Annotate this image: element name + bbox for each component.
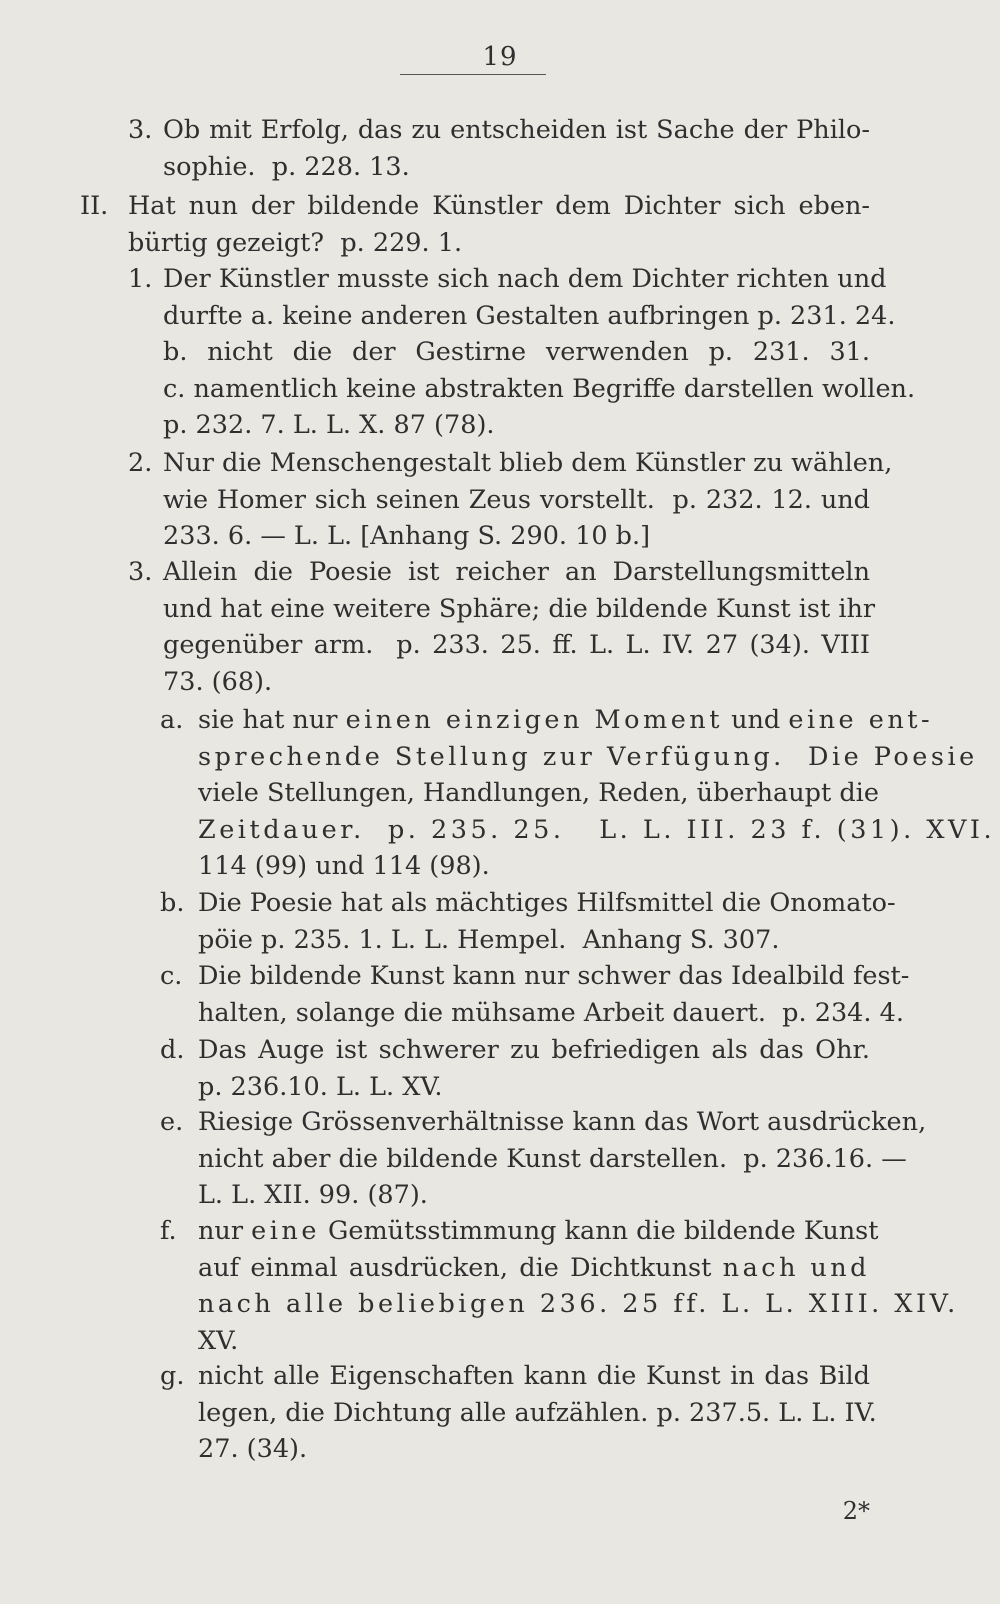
text-line	[198, 812, 996, 848]
text-line	[198, 1323, 870, 1359]
text-line	[198, 958, 910, 994]
text-line	[163, 298, 896, 334]
item-label: 3.	[128, 557, 153, 587]
text-segment: nur	[198, 1216, 252, 1246]
text-line	[198, 848, 870, 884]
item-label: a.	[160, 705, 184, 735]
text-line	[198, 1395, 877, 1431]
text-segment: und hat eine weitere Sphäre; die bildende Kunst ist ihr	[163, 593, 876, 624]
text-segment	[799, 1253, 810, 1283]
item-label: 3.	[128, 115, 153, 145]
text-line	[163, 334, 870, 370]
text-segment: legen, die Dichtung alle aufzählen. p. 237.5. L. L. IV.	[198, 1397, 877, 1428]
text-segment: 27. (34).	[198, 1434, 308, 1464]
text-segment: auf einmal ausdrücken, die Dichtkunst	[198, 1252, 723, 1283]
text-line	[163, 518, 870, 554]
item-label: b.	[160, 888, 185, 918]
text-line	[198, 1358, 870, 1394]
item-label: II.	[80, 191, 109, 221]
text-line	[198, 1104, 927, 1140]
text-line	[163, 407, 870, 443]
text-segment: 73. (68).	[163, 666, 273, 697]
text-segment: zur Verfügung. Die Poesie	[531, 741, 978, 772]
text-line	[198, 739, 978, 775]
text-segment: Die Poesie hat als mächtiges Hilfsmittel die Onomato-	[198, 888, 896, 918]
text-line	[163, 554, 870, 590]
text-segment: gegenüber arm. p. 233. 25. ff. L. L. IV. 27 (34). VIII	[163, 630, 870, 660]
text-segment: 233. 6. — L. L. [Anhang S. 290. 10 b.]	[163, 521, 651, 551]
text-line	[198, 1213, 879, 1249]
text-segment: Zeitdauer	[198, 814, 354, 845]
text-segment: Hat nun der bildende Künstler dem Dichter sich eben-	[128, 191, 870, 221]
text-segment: Der Künstler musste sich nach dem Dichter richten und	[163, 264, 887, 294]
item-label: c.	[160, 961, 183, 991]
text-line	[198, 1177, 870, 1213]
text-line	[198, 775, 879, 811]
item-label: 1.	[128, 264, 153, 294]
text-line	[163, 371, 916, 407]
text-segment: Nur die Menschengestalt blieb dem Künstler zu wählen,	[163, 448, 893, 478]
page-number: 19	[482, 42, 518, 72]
text-line	[163, 445, 893, 481]
text-segment: und	[810, 1252, 870, 1283]
text-segment: nach	[198, 1289, 275, 1319]
text-segment: einen einzigen Moment	[345, 705, 723, 735]
text-line	[198, 995, 904, 1031]
text-segment: alle beliebigen 236. 25 ff. L. L. XIII. XIV.	[274, 1289, 959, 1319]
text-segment: c. namentlich keine abstrakten Begriffe darstellen wollen.	[163, 373, 916, 404]
text-line	[198, 885, 896, 921]
text-segment: Ob mit Erfolg, das zu entscheiden ist Sache der Philo-	[163, 115, 870, 145]
text-line	[198, 1431, 870, 1467]
text-segment: nicht alle Eigenschaften kann die Kunst in das Bild	[198, 1361, 870, 1391]
signature-mark: 2*	[842, 1497, 870, 1525]
item-label: 2.	[128, 448, 153, 478]
text-segment: halten, solange die mühsame Arbeit dauert. p. 234. 4.	[198, 997, 904, 1028]
text-line	[163, 591, 876, 627]
header-rule	[400, 74, 546, 75]
text-segment: 114 (99) und 114 (98).	[198, 851, 490, 881]
text-segment: p. 232. 7. L. L. X. 87 (78).	[163, 410, 495, 440]
text-segment: . p. 235. 25. L. L. III. 23 f. (31). XVI.	[353, 814, 996, 845]
text-segment: Das Auge ist schwerer zu befriedigen als das Ohr.	[198, 1035, 870, 1065]
text-segment: sophie. p. 228. 13.	[163, 151, 410, 182]
text-segment: pöie p. 235. 1. L. L. Hempel. Anhang S. 307.	[198, 924, 780, 955]
text-line	[128, 225, 870, 261]
text-segment: eine	[251, 1216, 320, 1246]
text-segment: Allein die Poesie ist reicher an Darstellungsmitteln	[163, 557, 870, 587]
text-line	[198, 1250, 870, 1286]
text-segment: Riesige Grössenverhältnisse kann das Wort ausdrücken,	[198, 1107, 927, 1137]
text-line	[198, 922, 870, 958]
text-line	[198, 1032, 870, 1068]
text-segment: sie hat nur	[198, 705, 346, 735]
item-label: f.	[160, 1216, 177, 1246]
text-line	[163, 112, 870, 148]
text-line	[128, 188, 870, 224]
text-line	[198, 1141, 907, 1177]
text-line	[198, 1286, 959, 1322]
text-line	[163, 261, 887, 297]
text-segment: b. nicht die der Gestirne verwenden p. 231. 31.	[163, 337, 870, 367]
text-segment: nach	[722, 1252, 799, 1283]
text-segment: bürtig gezeigt? p. 229. 1.	[128, 227, 463, 258]
text-segment: p. 236.10. L. L. XV.	[198, 1071, 443, 1102]
item-label: d.	[160, 1035, 185, 1065]
text-segment: Gemütsstimmung kann die bildende Kunst	[319, 1216, 879, 1246]
text-line	[198, 1069, 870, 1105]
text-segment: eine ent-	[788, 705, 934, 735]
text-line	[163, 149, 870, 185]
text-segment: nicht aber die bildende Kunst darstellen. p. 236.16. —	[198, 1143, 907, 1174]
item-label: e.	[160, 1107, 184, 1137]
text-segment: XV.	[198, 1325, 239, 1356]
text-segment: sprechende Stellung	[198, 741, 532, 772]
text-line	[198, 702, 934, 738]
text-line	[163, 482, 870, 518]
text-segment: durfte a. keine anderen Gestalten aufbringen p. 231. 24.	[163, 300, 896, 331]
item-label: g.	[160, 1361, 185, 1391]
text-line	[163, 664, 870, 700]
text-segment: Die bildende Kunst kann nur schwer das Idealbild fest-	[198, 961, 910, 991]
text-line	[163, 627, 870, 663]
text-segment: wie Homer sich seinen Zeus vorstellt. p. 232. 12. und	[163, 484, 870, 515]
text-segment: und	[722, 705, 789, 735]
text-segment: L. L. XII. 99. (87).	[198, 1180, 428, 1210]
text-segment: viele Stellungen, Handlungen, Reden, überhaupt die	[198, 778, 879, 808]
